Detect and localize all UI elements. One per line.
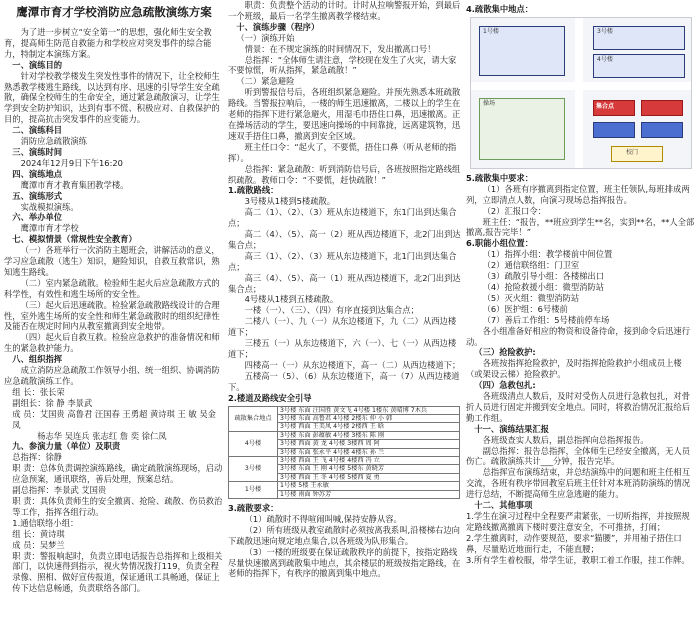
- position-item: （4）抢险救援小组：微型消防站: [482, 281, 605, 292]
- position-item: （1）指挥小组：教学楼前中间位置: [482, 249, 613, 260]
- section-heading: 七、模拟情景（常规性安全教育）: [12, 234, 137, 245]
- route-text: 四楼高一（一）从东边楼道下，高一（二）从西边楼道下；: [244, 359, 461, 370]
- section-heading: 四、演练地点: [12, 168, 63, 179]
- table-cell: 3号楼 东面 张永平 4号楼 4楼东 孙 兰: [278, 448, 460, 456]
- section-text: 消防应急疏散演练: [20, 136, 87, 147]
- group-member: 成 员：吴梦兰: [12, 539, 65, 550]
- position-item: （6）医护组：6号楼前: [482, 303, 568, 314]
- intro-paragraph: 为了进一步树立“安全第一”的思想，强化师生安全教育，提高师生防范自救能力和学校应对突发事件的综合能力，特制定本演练方案。: [4, 27, 212, 59]
- section-text: 2.学生撤离时，动作要规范，要求“猫腰”，并用袖子捂住口鼻，尽量贴近地面行走，不能直腰；: [466, 532, 682, 554]
- route-text: 二楼八（一）、九（一）从东边楼道下，九（二）从西边楼道下；: [228, 316, 457, 338]
- position-item: 各小组准备好相应的物资和设备待命，接到命令后迅速行动。: [466, 325, 691, 347]
- section-text: 职责：负责整个活动的计时。计时从拉响警报开始，到最后一个班级，最后一名学生撤离教学楼结束。: [228, 0, 461, 21]
- position-item: （7）善后工作组：5号楼前停车场: [482, 314, 610, 325]
- duty-line: 职 责：总体负责调控演练路线，确定疏散演练现场，启动应急预案，通讯联络，善后处理，预案总结。: [12, 463, 223, 485]
- section-text: 总指挥：紧急疏散：听到消防信号后，各班按照指定路线组织疏散。教师口令：“不要慌，赶快疏散！”: [228, 163, 461, 185]
- section-text: 副总指挥：报告总指挥，全体师生已经安全撤离，无人员伤亡。疏散演练共计___分钟，报告完毕。: [466, 445, 691, 467]
- map-label: 校门: [626, 148, 639, 156]
- map-label: 集合点: [596, 102, 615, 110]
- table-cell: 3号楼 西面 王美凤 4号楼 2楼西 王 晗: [278, 423, 460, 431]
- table-cell: 3号楼 西面 黄 龙 4号楼 3楼西 周 阿: [278, 440, 460, 448]
- route-text: 3号楼从1楼到5楼疏散。: [244, 196, 336, 207]
- map-label: 3号楼: [597, 27, 613, 35]
- route-text: 一楼（一）、（三）、（四）有序直接到达集合点；: [244, 305, 419, 316]
- section-heading: 二、演练科目: [12, 125, 63, 136]
- requirement-text: （1）各班有序撤离到指定位置，班主任领队,每班排成两列，立即清点人数，向演习现场总指挥报告。: [466, 183, 690, 205]
- members-line: 杨志华 吴连兵 张志红 詹 奕 徐仁凤: [37, 430, 167, 441]
- section-text: 班主任口令：“起火了，不要慌，捂住口鼻（听从老师的指挥）。: [228, 141, 457, 163]
- table-group-cell: 疏散集合地点: [229, 406, 278, 431]
- route-heading: 1.疏散路线：: [228, 185, 279, 196]
- section-text: 听到警报信号后，各班组织紧急避险。并预先熟悉本班疏散路线。当警报拉响后，一楼的师生迅速撤离，二楼以上的学生在老师的指挥下进行紧急避火，用湿毛巾捂住口鼻，迅速撤离。正在操场活动的学生，要迅速向操场的中间靠拢，远离建筑物，迅速双手捂住口鼻，撤离到安全区域。: [228, 87, 461, 141]
- section-heading: （三）抢险救护:: [474, 347, 536, 358]
- table-cell: 3号楼 东面 王 刚 4号楼 5楼东 黄晓芳: [278, 465, 460, 473]
- route-text: 高二（1）、（2）、（3）班从东边楼道下，东1门出到达集合点；: [228, 207, 457, 229]
- table-cell: 3号楼 西面 王 飞 4号楼 4楼西 冯 立: [278, 456, 460, 464]
- guide-table: [228, 406, 460, 499]
- positions-heading: 6.职能小组位置：: [466, 238, 534, 249]
- section-heading: 三、演练时间: [12, 146, 63, 157]
- table-group-cell: 3号楼: [229, 456, 278, 481]
- route-text: 4号楼从1楼到五楼疏散。: [244, 294, 339, 305]
- requirements-heading: 3.疏散要求：: [228, 503, 279, 513]
- position-item: （5）灭火组：微型消防站: [482, 292, 580, 303]
- requirement-text: （2）汇报口令：: [482, 205, 546, 216]
- section-heading: 五、演练形式: [12, 190, 63, 201]
- section-text: 鹰潭市育才教育集团教学楼。: [20, 179, 129, 190]
- section-heading: 十二、其他事项: [474, 500, 533, 511]
- right-column: [466, 0, 697, 624]
- requirement-text: （3）一楼的班级要在保证疏散秩序的前提下，按指定路线尽量快速撤离到疏散集中地点，其余楼层的班级按指定路线，在老师的指挥下，有秩序的撤离到集中地点。: [228, 546, 461, 579]
- duty-line: 职 责：具体负责师生的安全撤离、抢险、疏散、伤员救治等工作，指挥各组行动。: [12, 495, 223, 517]
- route-text: 高二（4）、（5）、高一（2）班从西边楼道下，北2门出到达集合点；: [228, 229, 461, 250]
- section-text: 情景：在不规定演练的时间情况下，发出撤离口号！: [244, 43, 436, 54]
- route-text: 高三（1）、（2）、（3）班从东边楼道下，北1门出到达集合点；: [228, 250, 457, 272]
- requirements-heading: 5.疏散集中要求：: [466, 172, 534, 183]
- table-cell: 1号楼 5楼 王永敏: [278, 482, 460, 490]
- map-label: 1号楼: [483, 27, 499, 35]
- map-field: [479, 98, 565, 160]
- requirement-text: （2）所有班级从教室疏散时必须按离我系叫,沿楼梯右边向下疏散迅速向规定地点集合,以各班级为队形集合。: [228, 524, 460, 546]
- step-heading: （二）紧急避险: [236, 76, 295, 87]
- position-item: （2）通信联络组：门卫室: [482, 260, 580, 271]
- assembly-heading: 4.疏散集中地点：: [466, 4, 534, 14]
- section-heading: 十一、演练结果汇报: [474, 423, 549, 434]
- table-group-cell: 4号楼: [229, 431, 278, 456]
- requirement-text: （1）疏散时不得喧闹叫喊,保持安静从容。: [244, 513, 402, 524]
- duty-line: 职 责：警报响起时，负责立即电话报告总指挥和上级相关部门，以快速得到指示，视火势情况拨打119，负责全程录像、照相、做好宣传报道，保证通讯工具畅通，保证上传下达信息畅通，负责联络各部门。: [12, 550, 223, 594]
- table-row: [229, 431, 460, 439]
- table-row: [229, 482, 460, 490]
- assembly-map: [470, 17, 692, 169]
- section-text: （二）室内紧急疏散。检验师生起火后应急疏散方式的科学性，有效性和逃生场所的安全性。: [4, 277, 220, 299]
- route-text: 高三（4）、（5）、高一（1）班从西边楼道下，北2门出到达集合点；: [228, 272, 461, 294]
- requirement-text: 班主任：“报告，**班应到学生**名，实到**名，**人全部撤离,报告完毕！”: [466, 216, 695, 238]
- section-text: 总指挥宣布演练结束，并总结演练中的问题和班主任相互交流，各班有秩序带回教室后班主任针对本班消防演练的情况进行总结，不断提高师生应急逃避的能力。: [466, 467, 691, 500]
- table-cell: 3号楼 西面 王 冬 4号楼 5楼西 夏 勇: [278, 473, 460, 481]
- section-text: （一）各班举行一次消防主题班会，讲解活动的意义，学习应急疏散（逃生）知识，避险知识，自救互救常识，熟知逃生路线。: [4, 245, 220, 277]
- section-text: 总指挥：“全体师生请注意，学校现在发生了火灾，请大家不要惊慌，听从指挥，紧急疏散！”: [228, 54, 457, 76]
- section-text: （三）起火后迅速疏散。检验紧急疏散路线设计的合理性，室外逃生场所的安全性和师生紧急疏散时的组织纪律性及能否在规定时间内从教室撤离到安全地带。: [4, 299, 220, 332]
- table-cell: 3号楼 东面 高鲁君 4号楼 2楼东 仲 小 韩: [278, 414, 460, 422]
- map-assembly-zone: [593, 122, 635, 138]
- vice-commander-line: 副总指挥：李景武 艾国贵: [12, 485, 107, 496]
- section-heading: 六、举办单位: [12, 212, 63, 223]
- section-text: 鹰潭市育才学校: [20, 223, 79, 234]
- section-text: 2024年12月9日下午16:20: [20, 157, 123, 168]
- section-text: 1.学生在演习过程中全程要严肃紧张，一切听指挥，并按照规定路线撤离撤离下楼时要注意安全，不可推挤，打闹；: [466, 511, 690, 532]
- section-heading: （四）急救包扎:: [474, 380, 536, 391]
- section-text: 针对学校教学楼发生突发性事件的情况下，让全校师生熟悉教学楼逃生路线，以达到有序、迅速的引导学生安全疏散，确保全校师生的生命安全，通过紧急疏散演习，让学生学到安全防护知识，达到有事不慌、积极应对、自救保护的目的，提高抗击突发事件的应变能力。: [4, 70, 220, 125]
- section-text: 各班级清点人数后，及时对受伤人员进行急救包扎，对骨折人员进行固定并搬到安全地点。同时，将救治情况汇报给后勤工作组。: [466, 391, 691, 423]
- leader-line: 组 长：张长荣: [12, 386, 65, 397]
- doc-title: 鹰潭市育才学校消防应急疏散演练方案: [16, 5, 212, 19]
- section-text: 各班级查实人数后，副总指挥向总指挥报告。: [482, 434, 649, 445]
- section-heading: 一、演练目的: [12, 59, 63, 70]
- route-text: 五楼高一（5）、（6）从东边楼道下，高一（7）从西边楼道下。: [228, 370, 460, 392]
- map-road: [575, 18, 583, 168]
- route-text: 三楼五（一）从东边楼道下，六（一）、七（一）从西边楼道下；: [228, 338, 457, 359]
- map-label: 操场: [483, 99, 496, 107]
- section-heading: 十、演练步骤（程序）: [236, 21, 320, 32]
- table-row: [229, 406, 460, 414]
- table-cell: 3号楼 东面 汪国胜 黄文飞 4号楼 1楼东 黄晴博 7木兵: [278, 406, 460, 414]
- table-cell: 1号楼 南面 钟苏芳: [278, 490, 460, 498]
- group-leader: 组 长：黄诗琪: [12, 528, 65, 539]
- group-heading: 1.通信联络小组：: [12, 517, 79, 528]
- map-label: 4号楼: [597, 55, 613, 63]
- table-heading: 2.楼道及路线安全引导: [228, 392, 312, 403]
- section-text: 实战模拟演练。: [20, 201, 79, 212]
- section-text: 各班按指挥抢险救护，及时指挥抢险救护小组成员上楼（或架设云梯）抢险救护。: [466, 358, 682, 380]
- middle-column: [228, 0, 462, 624]
- map-assembly-zone: [641, 122, 683, 138]
- step-heading: （一）演练开始: [236, 32, 295, 43]
- table-group-cell: 1号楼: [229, 482, 278, 499]
- section-text: （四）起火后自救互救。检验应急救护的准备情况和师生的紧急救护能力。: [4, 332, 220, 354]
- members-line: 成 员：艾国贵 高鲁君 汪国春 王勇超 黄诗琪 王 敏 吴金凤: [12, 408, 216, 430]
- commander-line: 总指挥：徐静: [12, 452, 63, 463]
- table-row: [229, 456, 460, 464]
- left-column: [4, 0, 224, 624]
- vice-leader-line: 副组长：徐 静 李景武: [12, 397, 93, 408]
- section-text: 3.所有学生着校服，带学生证，教职工着工作服，挂工作牌。: [466, 554, 690, 565]
- map-assembly-zone: [641, 100, 683, 116]
- position-item: （3）疏散引导小组：各楼梯出口: [482, 271, 605, 282]
- table-cell: 3号楼 东面 彭蕴敏 4号楼 3楼东 陈 刚: [278, 431, 460, 439]
- section-heading: 八、组织指挥: [12, 354, 63, 365]
- section-heading: 九、参演力量（单位）及职责: [12, 441, 121, 452]
- section-text: 成立消防应急疏散工作领导小组、统一组织、协调消防应急疏散演练工作。: [4, 365, 220, 386]
